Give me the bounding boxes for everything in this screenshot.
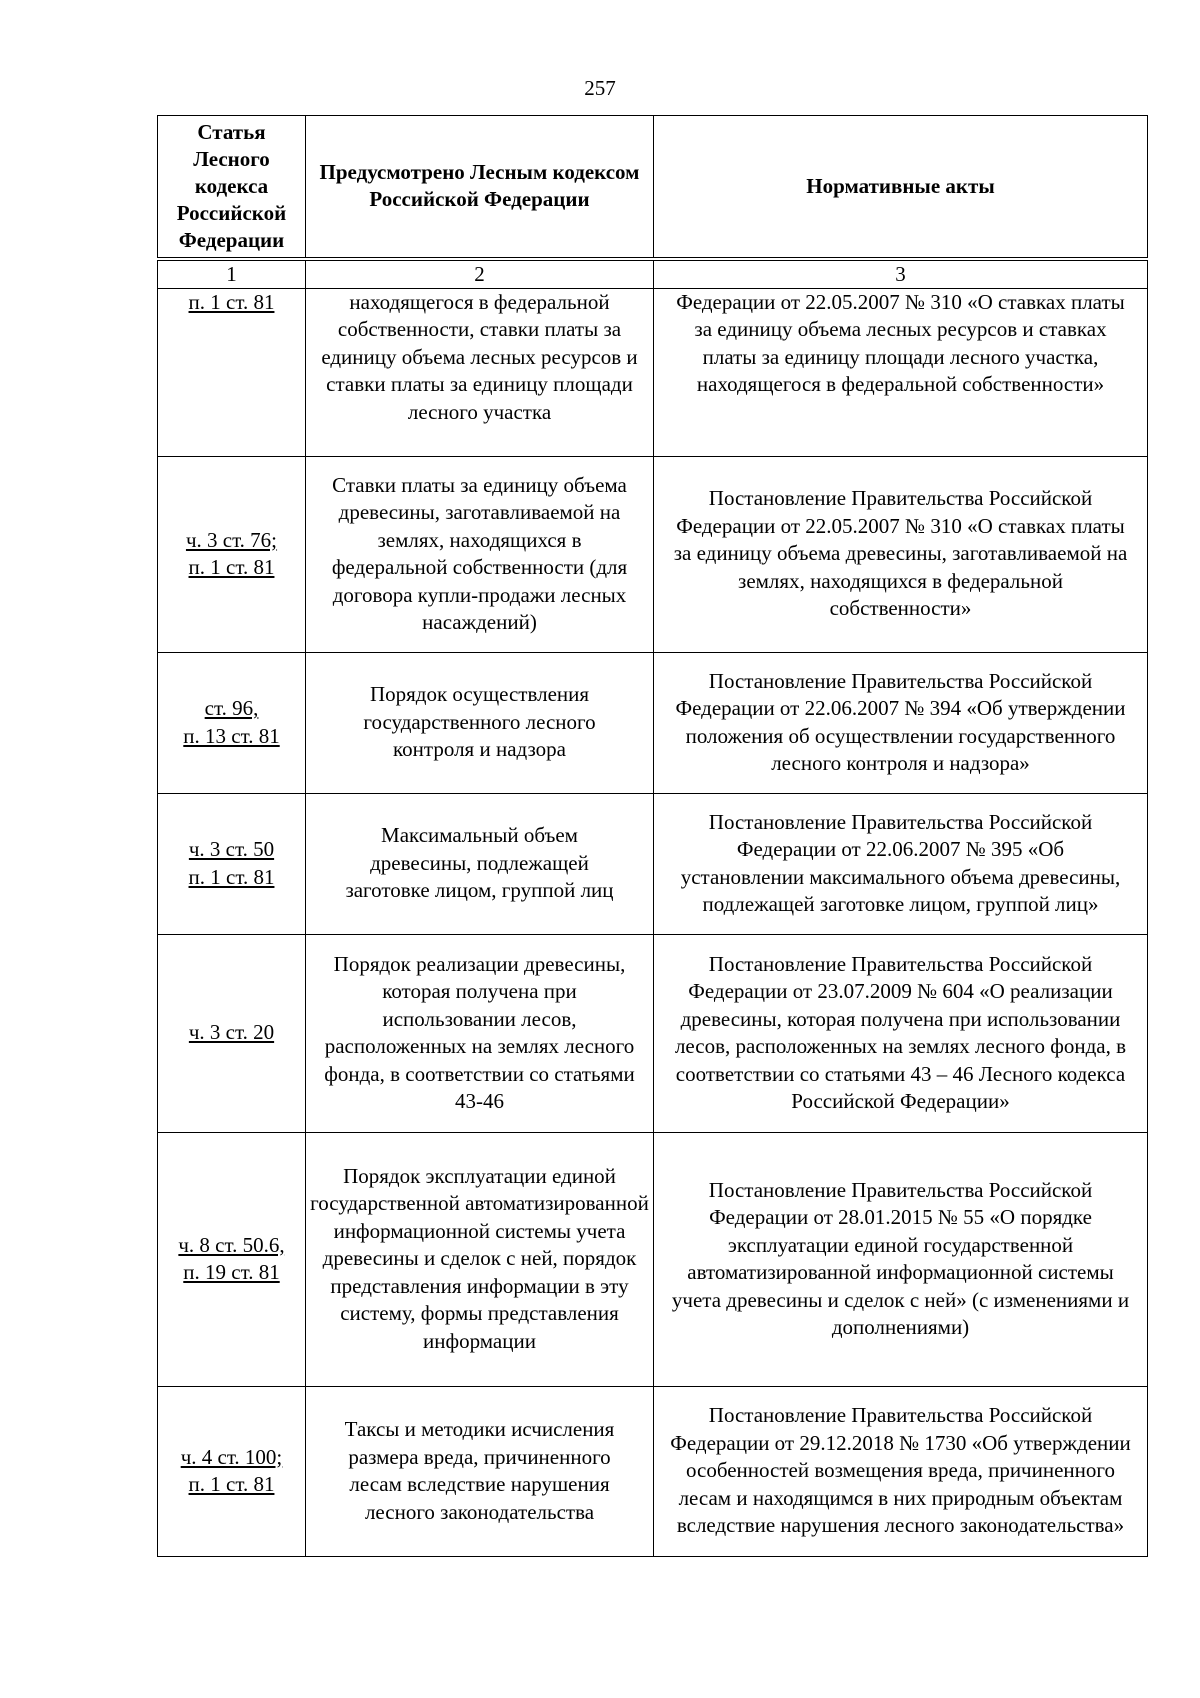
act-cell <box>654 288 1148 456</box>
article-link[interactable]: п. 1 ст. 81 <box>188 289 275 314</box>
header-provision: Предусмотрено Лесным кодексом Российской Федерации <box>306 116 654 259</box>
act-cell <box>654 1386 1148 1556</box>
article-link[interactable]: ч. 8 ст. 50.6, <box>178 1232 285 1257</box>
article-link[interactable]: ч. 3 ст. 50 <box>188 837 275 861</box>
article-cell <box>158 934 306 1132</box>
act-cell <box>654 1132 1148 1386</box>
act-text: Постановление Правительства Российской Федерации от 28.01.2015 № 55 «О порядке эксплуатации единой государственной автоматизированной информационной системы учета древесины и сделок с ней» (с изменениями и дополнениями) <box>671 1177 1130 1339</box>
table-row <box>158 1386 1148 1556</box>
table-row <box>158 1132 1148 1386</box>
provision-cell <box>306 793 654 934</box>
article-link[interactable]: ст. 96, <box>204 696 259 720</box>
table-header-row <box>158 116 1148 259</box>
article-cell <box>158 1386 306 1556</box>
article-cell <box>158 652 306 793</box>
act-text: Постановление Правительства Российской Федерации от 22.06.2007 № 395 «Об установлении максимального объема древесины, подлежащей заготовке лицом, группой лиц» <box>680 809 1121 916</box>
act-cell <box>654 793 1148 934</box>
provision-cell <box>306 1132 654 1386</box>
provision-text: Порядок осуществления государственного лесного контроля и надзора <box>363 682 596 762</box>
article-cell <box>158 1132 306 1386</box>
column-number-3: 3 <box>654 259 1148 289</box>
article-link[interactable]: ч. 4 ст. 100; <box>180 1444 283 1469</box>
provision-text: Таксы и методики исчисления размера вреда, причиненного лесам вследствие нарушения лесного законодательства <box>344 1417 615 1524</box>
article-cell <box>158 288 306 456</box>
act-text: Постановление Правительства Российской Федерации от 29.12.2018 № 1730 «Об утверждении особенностей возмещения вреда, причиненного лесам и находящимся в них природным объектам вследствие нарушения лесного законодательства» <box>670 1403 1131 1538</box>
act-cell <box>654 652 1148 793</box>
provision-text: Порядок реализации древесины, которая получена при использовании лесов, расположенных на землях лесного фонда, в соответствии со статьями 43-46 <box>324 951 635 1113</box>
column-number-2: 2 <box>306 259 654 289</box>
article-link[interactable]: п. 1 ст. 81 <box>188 555 275 579</box>
provision-cell <box>306 1386 654 1556</box>
provision-cell <box>306 934 654 1132</box>
article-link[interactable]: п. 1 ст. 81 <box>188 1472 275 1496</box>
act-cell <box>654 934 1148 1132</box>
table-row <box>158 652 1148 793</box>
article-link[interactable]: п. 1 ст. 81 <box>188 864 275 889</box>
article-link[interactable]: п. 19 ст. 81 <box>183 1260 280 1284</box>
article-link[interactable]: ч. 3 ст. 76; <box>185 527 278 552</box>
act-cell <box>654 456 1148 652</box>
page-number: 257 <box>584 76 616 100</box>
table-row <box>158 456 1148 652</box>
table-row <box>158 793 1148 934</box>
header-acts: Нормативные акты <box>654 116 1148 259</box>
article-cell <box>158 456 306 652</box>
column-number-1: 1 <box>158 259 306 289</box>
act-text: Постановление Правительства Российской Федерации от 23.07.2009 № 604 «О реализации древесины, которая получена при использовании лесов, расположенных на землях лесного фонда, в соответствии со статьями 43 – 46 Лесного кодекса Российской Федерации» <box>674 951 1127 1113</box>
article-link[interactable]: п. 13 ст. 81 <box>183 723 280 748</box>
provision-cell <box>306 456 654 652</box>
provision-text: Ставки платы за единицу объема древесины, заготавливаемой на землях, находящихся в федеральной собственности (для договора купли-продажи лесных насаждений) <box>331 472 628 634</box>
article-link[interactable]: ч. 3 ст. 20 <box>188 1020 275 1045</box>
provision-text: Максимальный объем древесины, подлежащей заготовке лицом, группой лиц <box>345 823 614 903</box>
column-numbers-row <box>158 259 1148 289</box>
legal-acts-table <box>157 115 1148 1557</box>
article-cell <box>158 793 306 934</box>
table-row <box>158 288 1148 456</box>
provision-cell <box>306 288 654 456</box>
provision-text: находящегося в федеральной собственности, ставки платы за единицу объема лесных ресурсов и ставки платы за единицу площади лесного участка <box>321 289 638 424</box>
act-text: Постановление Правительства Российской Федерации от 22.05.2007 № 310 «О ставках платы за единицу объема древесины, заготавливаемой на землях, находящихся в федеральной собственности» <box>673 486 1128 621</box>
header-article: Статья Лесного кодекса Российской Федерации <box>158 116 306 259</box>
table-row <box>158 934 1148 1132</box>
act-text: Федерации от 22.05.2007 № 310 «О ставках платы за единицу объема лесных ресурсов и ставках платы за единицу площади лесного участка, находящегося в федеральной собственности» <box>676 289 1125 396</box>
provision-cell <box>306 652 654 793</box>
provision-text: Порядок эксплуатации единой государственной автоматизированной информационной системы учета древесины и сделок с ней, порядок представления информации в эту систему, формы представления информации <box>310 1163 649 1353</box>
act-text: Постановление Правительства Российской Федерации от 22.06.2007 № 394 «Об утверждении положения об осуществлении государственного лесного контроля и надзора» <box>675 668 1126 775</box>
